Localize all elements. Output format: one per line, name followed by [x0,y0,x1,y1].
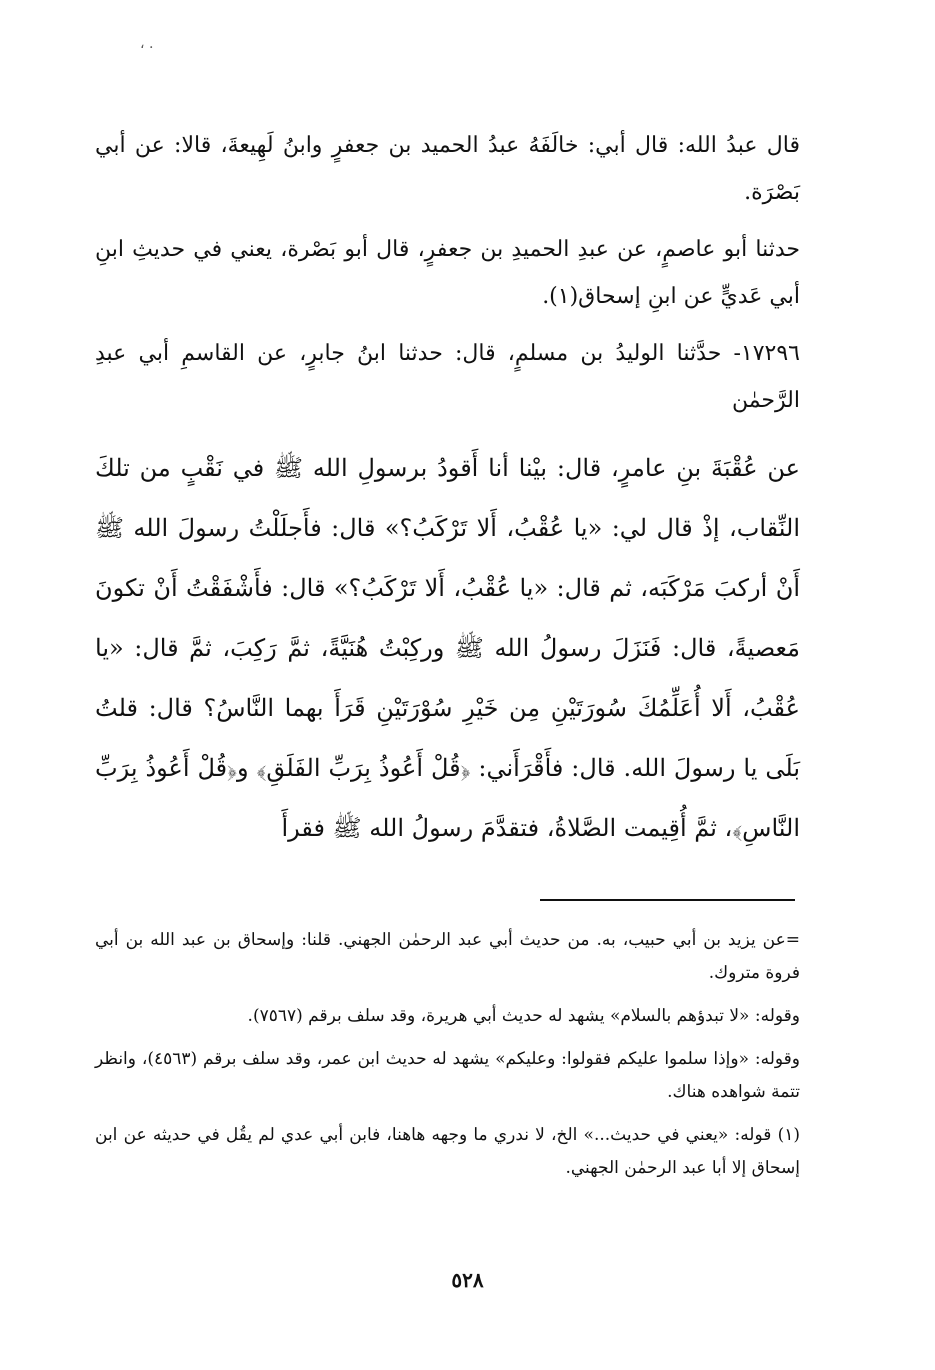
paragraph-4-hadith-text: عن عُقْبَةَ بنِ عامرٍ، قال: بيْنا أنا أَقودُ برسولِ الله ﷺ في نَقْبٍ من تلكَ النِّقاب، إذْ قال لي: «يا عُقْبُ، أَلا تَرْكَبُ؟» قال: فأَجلَلْتُ رسولَ الله ﷺ أَنْ أركبَ مَرْكَبَه، ثم قال: «يا عُقْبُ، أَلا تَرْكَبُ؟» قال: فأَشْفَقْتُ أَنْ تكونَ مَعصيةً، قال: فَنَزَلَ رسولُ الله ﷺ وركِبْتُ هُنَيَّةً، ثمَّ رَكِبَ، ثمَّ قال: «يا عُقْبُ، أَلا أُعَلِّمُكَ سُورَتَيْنِ مِن خَيْرِ سُوْرَتَيْنِ قَرَأَ بهما النَّاسُ؟ قال: قلتُ بَلَى يا رسولَ الله. قال: فأَقْرَأَني: ﴿قُلْ أَعُوذُ بِرَبِّ الفَلَقِ﴾ و﴿قُلْ أَعُوذُ بِرَبِّ النَّاسِ﴾، ثمَّ أُقِيمت الصَّلاةُ، فتقدَّمَ رسولُ الله ﷺ فقرأَ [95,454,800,842]
paragraph-1: قال عبدُ الله: قال أبي: خالَفَهُ عبدُ الحميد بن جعفرٍ وابنُ لَهِيعةَ، قالا: عن أبي بَصْرَة. [95,133,800,205]
footnote-3: وقوله: «وإذا سلموا عليكم فقولوا: وعليكم» يشهد له حديث ابن عمر، وقد سلف برقم (٤٥٦٣)، وانظر تتمة شواهده هناك. [95,1049,801,1102]
footnotes [95,924,800,1195]
footnote-1: =عن يزيد بن أبي حبيب، به. من حديث أبي عبد الرحمٰن الجهني. قلنا: وإسحاق بن عبد الله بن أبي فروة متروك. [95,930,800,983]
paragraph-3-hadith-chain: ١٧٢٩٦- حدَّثنا الوليدُ بن مسلمٍ، قال: حدثنا ابنُ جابرٍ، عن القاسمِ أبي عبدِ الرَّحمٰن [95,341,800,413]
footnote-divider [540,899,795,901]
corner-mark: ، . [140,36,154,52]
main-text [95,122,800,858]
page-number: ٥٢٨ [451,1268,484,1292]
paragraph-2: حدثنا أبو عاصمٍ، عن عبدِ الحميدِ بن جعفرٍ، قال أبو بَصْرة، يعني في حديثِ ابنِ أبي عَديٍّ عن ابنِ إسحاق(١). [95,237,800,309]
footnote-2: وقوله: «لا تبدؤهم بالسلام» يشهد له حديث أبي هريرة، وقد سلف برقم (٧٥٦٧). [247,1006,800,1026]
footnote-4: (١) قوله: «يعني في حديث...» الخ، لا ندري ما وجهه هاهنا، فابن أبي عدي لم يقُل في حديثه عن ابن إسحاق إلا أبا عبد الرحمٰن الجهني. [95,1125,800,1178]
